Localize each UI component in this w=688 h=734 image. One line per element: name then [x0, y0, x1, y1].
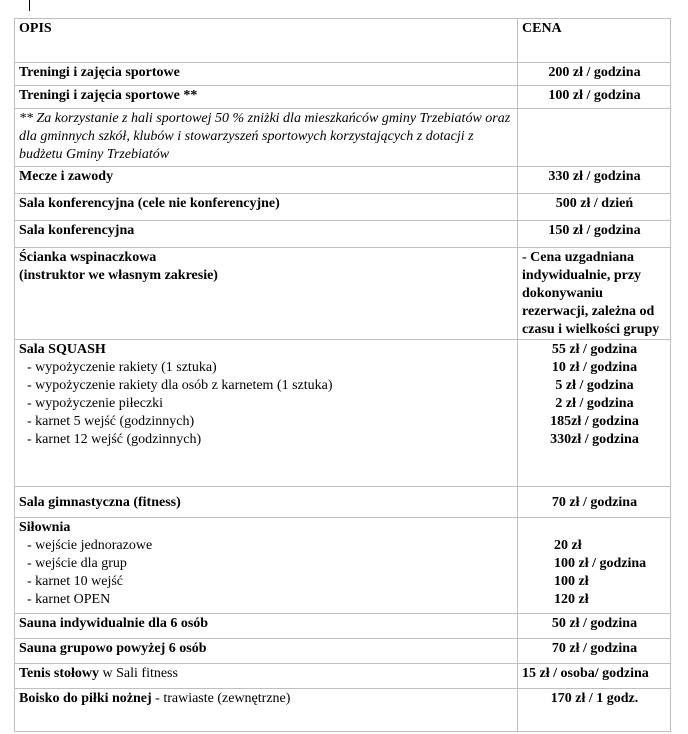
- row-price: 70 zł / godzina: [518, 639, 671, 664]
- climbing-wall-note: (instruktor we własnym zakresie): [19, 268, 218, 283]
- table-row: [15, 194, 671, 221]
- row-price: 50 zł / godzina: [518, 614, 671, 639]
- table-row-squash: [15, 340, 671, 487]
- table-row: [15, 689, 671, 732]
- gym-item: - karnet 10 wejść: [27, 574, 124, 589]
- squash-item: - wypożyczenie rakiety (1 sztuka): [27, 360, 217, 375]
- squash-price: 185zł / godzina: [550, 414, 639, 429]
- squash-price: 5 zł / godzina: [555, 378, 634, 393]
- squash-desc: [15, 340, 518, 487]
- gym-title: Siłownia: [19, 520, 71, 535]
- gym-desc: [15, 518, 518, 614]
- row-price-note: - Cena uzgadniana indywidualnie, przy dokonywaniu rezerwacji, zależna od czasu i wielkości grupy: [518, 248, 671, 340]
- row-desc: [15, 664, 518, 689]
- gym-prices: [518, 518, 671, 614]
- row-desc: Sala konferencyjna: [15, 221, 518, 248]
- row-desc: Sauna indywidualnie dla 6 osób: [15, 614, 518, 639]
- squash-prices: [518, 340, 671, 487]
- gym-price-spacer: [554, 519, 667, 537]
- squash-price: 2 zł / godzina: [555, 396, 634, 411]
- table-tennis-location: w Sali fitness: [99, 666, 178, 681]
- squash-item: - karnet 5 wejść (godzinnych): [27, 414, 195, 429]
- row-desc: Sala gimnastyczna (fitness): [15, 487, 518, 518]
- row-desc: Treningi i zajęcia sportowe: [15, 63, 518, 86]
- gym-item: - wejście dla grup: [27, 556, 127, 571]
- row-desc: [15, 689, 518, 732]
- gym-price: 100 zł / godzina: [554, 556, 647, 571]
- text-cursor: [29, 0, 30, 11]
- header-cena: CENA: [518, 19, 671, 63]
- price-table: [14, 18, 671, 732]
- row-desc: Treningi i zajęcia sportowe **: [15, 86, 518, 109]
- row-price: 15 zł / osoba/ godzina: [518, 664, 671, 689]
- row-price: 170 zł / 1 godz.: [518, 689, 671, 732]
- table-row: [15, 248, 671, 340]
- row-price: 100 zł / godzina: [518, 86, 671, 109]
- gym-item: - karnet OPEN: [27, 592, 111, 607]
- row-desc: Sauna grupowo powyżej 6 osób: [15, 639, 518, 664]
- row-price: 200 zł / godzina: [518, 63, 671, 86]
- table-row: [15, 167, 671, 194]
- table-row-note: [15, 109, 671, 167]
- table-row: [15, 221, 671, 248]
- gym-price: 100 zł: [554, 574, 589, 589]
- header-opis: OPIS: [15, 19, 518, 63]
- squash-price: 330zł / godzina: [550, 432, 639, 447]
- gym-price: 120 zł: [554, 592, 589, 607]
- table-row-gym: [15, 518, 671, 614]
- table-row: [15, 639, 671, 664]
- squash-item: - karnet 12 wejść (godzinnych): [27, 432, 202, 447]
- row-desc: [15, 248, 518, 340]
- football-pitch-label: Boisko do piłki nożnej: [19, 691, 152, 706]
- gym-price: 20 zł: [554, 538, 582, 553]
- row-price: 330 zł / godzina: [518, 167, 671, 194]
- squash-item: - wypożyczenie piłeczki: [27, 396, 164, 411]
- squash-price: 55 zł / godzina: [551, 342, 638, 357]
- row-price: 500 zł / dzień: [518, 194, 671, 221]
- football-pitch-type: - trawiaste (zewnętrzne): [151, 691, 291, 706]
- row-desc: Sala konferencyjna (cele nie konferencyjne): [15, 194, 518, 221]
- discount-note: ** Za korzystanie z hali sportowej 50 % zniżki dla mieszkańców gminy Trzebiatów oraz dla gminnych szkół, klubów i stowarzyszeń sportowych korzystających z dotacji z budżetu Gminy Trzebiatów: [15, 109, 518, 167]
- row-desc: Mecze i zawody: [15, 167, 518, 194]
- row-price: 150 zł / godzina: [518, 221, 671, 248]
- table-header-row: [15, 19, 671, 63]
- table-row: [15, 63, 671, 86]
- squash-price: 10 zł / godzina: [551, 360, 638, 375]
- table-row: [15, 487, 671, 518]
- climbing-wall-label: Ścianka wspinaczkowa: [19, 250, 157, 265]
- gym-item: - wejście jednorazowe: [27, 538, 153, 553]
- row-price: 70 zł / godzina: [518, 487, 671, 518]
- table-tennis-label: Tenis stołowy: [19, 666, 100, 681]
- table-row: [15, 664, 671, 689]
- table-row: [15, 86, 671, 109]
- table-row: [15, 614, 671, 639]
- empty-price-cell: [518, 109, 671, 167]
- squash-title: Sala SQUASH: [19, 342, 106, 357]
- squash-item: - wypożyczenie rakiety dla osób z karnetem (1 sztuka): [27, 378, 333, 393]
